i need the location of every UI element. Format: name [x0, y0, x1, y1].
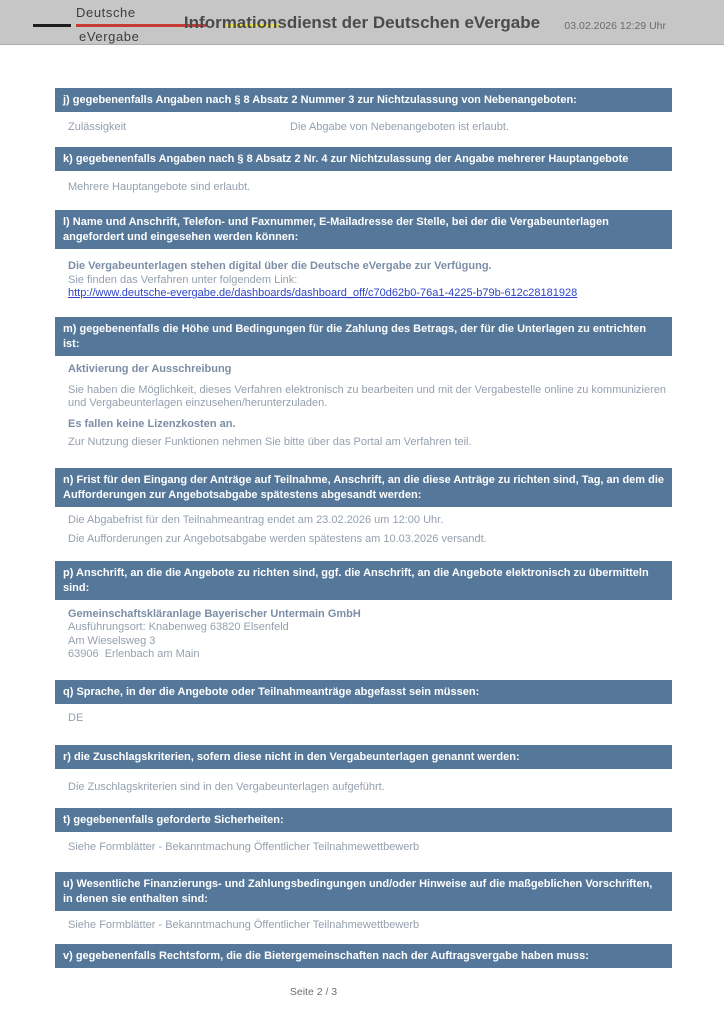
- procedure-link[interactable]: http://www.deutsche-evergabe.de/dashboards/dashboard_off/c70d62b0-76a1-4225-b79b-612c28181928: [68, 287, 578, 299]
- section-q: [55, 680, 672, 726]
- section-u-heading: u) Wesentliche Finanzierungs- und Zahlungsbedingungen und/oder Hinweise auf die maßgeblichen Vorschriften, in denen sie enthalten sind:: [55, 872, 672, 911]
- section-r-text: Die Zuschlagskriterien sind in den Vergabeunterlagen aufgeführt.: [68, 781, 385, 793]
- page-title: Informationsdienst der Deutschen eVergabe: [183, 13, 541, 32]
- section-l-heading: l) Name und Anschrift, Telefon- und Faxnummer, E-Mailadresse der Stelle, bei der die Vergabeunterlagen angefordert und eingesehen werden können:: [55, 210, 672, 249]
- section-m-bold1: Aktivierung der Ausschreibung: [68, 363, 232, 375]
- section-k-text: Mehrere Hauptangebote sind erlaubt.: [68, 180, 251, 193]
- section-m: [55, 317, 672, 450]
- section-u: [55, 872, 672, 933]
- section-p-heading: p) Anschrift, an die die Angebote zu richten sind, ggf. die Anschrift, an die Angebote elektronisch zu übermitteln sind:: [55, 561, 672, 600]
- logo-text-top: Deutsche: [76, 5, 136, 20]
- section-m-bold2: Es fallen keine Lizenzkosten an.: [68, 417, 236, 430]
- section-t: [55, 808, 672, 855]
- section-j-heading: j) gegebenenfalls Angaben nach § 8 Absatz 2 Nummer 3 zur Nichtzulassung von Nebenangeboten:: [55, 88, 672, 112]
- section-t-heading: t) gegebenenfalls geforderte Sicherheiten:: [55, 808, 672, 832]
- section-q-heading: q) Sprache, in der die Angebote oder Teilnahmeanträge abgefasst sein müssen:: [55, 680, 672, 704]
- section-p-address-line3: 63906 Erlenbach am Main: [68, 648, 200, 660]
- page-banner: [0, 0, 724, 45]
- section-n-heading: n) Frist für den Eingang der Anträge auf Teilnahme, Anschrift, an die diese Anträge zu richten sind, Tag, an dem die Aufforderungen zur Angebotsabgabe spätestens abgesandt werden:: [55, 468, 672, 507]
- section-j-value: Die Abgabe von Nebenangeboten ist erlaubt.: [290, 121, 509, 133]
- section-j: [55, 88, 672, 135]
- section-j-label: Zulässigkeit: [68, 121, 127, 133]
- timestamp: 03.02.2026 12:29 Uhr: [564, 20, 666, 32]
- section-k-heading: k) gegebenenfalls Angaben nach § 8 Absatz 2 Nr. 4 zur Nichtzulassung der Angabe mehrerer Hauptangebote: [55, 147, 672, 171]
- section-v-heading: v) gegebenenfalls Rechtsform, die die Bietergemeinschaften nach der Auftragsvergabe haben muss:: [55, 944, 672, 968]
- section-m-text2: Zur Nutzung dieser Funktionen nehmen Sie bitte über das Portal am Verfahren teil.: [68, 436, 472, 448]
- section-p-address-line2: Am Wieselsweg 3: [68, 634, 156, 647]
- section-u-text: Siehe Formblätter - Bekanntmachung Öffentlicher Teilnahmewettbewerb: [68, 919, 420, 931]
- section-p: [55, 561, 672, 662]
- section-p-address-line1: Ausführungsort: Knabenweg 63820 Elsenfeld: [68, 621, 289, 633]
- section-r-heading: r) die Zuschlagskriterien, sofern diese nicht in den Vergabeunterlagen genannt werden:: [55, 745, 672, 769]
- section-l: [55, 210, 672, 300]
- section-l-text: Sie finden das Verfahren unter folgendem Link:: [68, 273, 298, 286]
- section-r: [55, 745, 672, 795]
- section-l-bold-text: Die Vergabeunterlagen stehen digital über die Deutsche eVergabe zur Verfügung.: [68, 260, 492, 272]
- section-m-heading: m) gegebenenfalls die Höhe und Bedingungen für die Zahlung des Betrags, der für die Unterlagen zu entrichten ist:: [55, 317, 672, 356]
- section-v: [55, 944, 672, 968]
- logo-text-bottom: eVergabe: [79, 29, 140, 44]
- section-t-text: Siehe Formblätter - Bekanntmachung Öffentlicher Teilnahmewettbewerb: [68, 840, 420, 853]
- section-m-text1: Sie haben die Möglichkeit, dieses Verfahren elektronisch zu bearbeiten und mit der Vergabestelle online zu kommunizieren und Vergabeunterlagen einzusehen/herunterzuladen.: [68, 383, 667, 409]
- section-k: [55, 147, 672, 195]
- section-n: [55, 468, 672, 547]
- section-p-company: Gemeinschaftskläranlage Bayerischer Untermain GmbH: [68, 607, 361, 620]
- section-q-text: DE: [68, 711, 84, 724]
- document-page: [55, 45, 672, 968]
- section-n-text1: Die Abgabefrist für den Teilnahmeantrag endet am 23.02.2026 um 12:00 Uhr.: [68, 513, 444, 526]
- section-n-text2: Die Aufforderungen zur Angebotsabgabe werden spätestens am 10.03.2026 versandt.: [68, 533, 487, 545]
- page-number: Seite 2 / 3: [289, 985, 338, 998]
